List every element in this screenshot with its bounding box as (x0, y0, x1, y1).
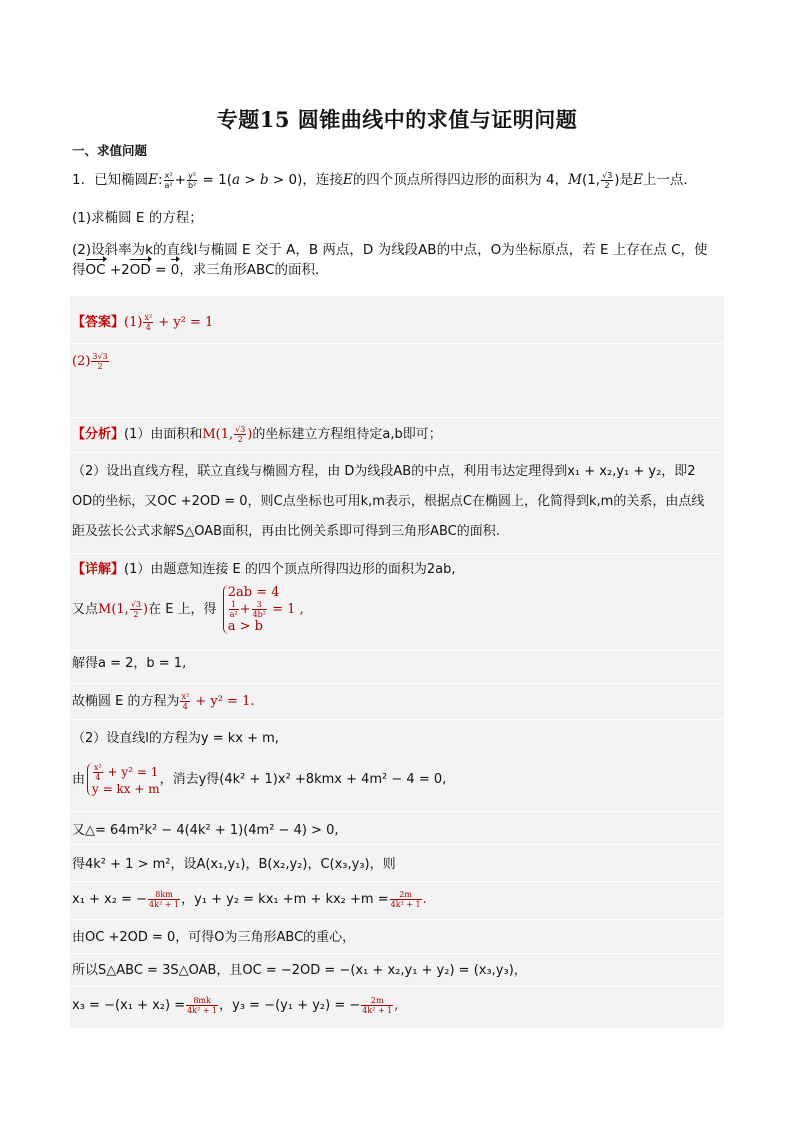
divider (70, 844, 724, 845)
detail-line-5: （2）设直线l的方程为y = kx + m, (72, 731, 279, 746)
page-title: 专题15 圆锥曲线中的求值与证明问题 (216, 107, 578, 132)
divider (70, 719, 724, 720)
divider (70, 811, 724, 812)
problem-part-1: (1)求椭圆 E 的方程； (72, 210, 203, 226)
problem-part-2: (2)设斜率为k的直线l与椭圆 E 交于 A，B 两点，D 为线段AB的中点，O为坐标原点，若 E 上存在点 C，使 得OC +2OD = 0，求三角形ABC的面积． (72, 242, 708, 278)
divider (70, 953, 724, 954)
divider (70, 650, 724, 651)
answer-line-1: 【答案】(1) $\frac{\text{x²}}{4}$ + y² = 1 (72, 313, 214, 332)
detail-line-7: 又△= 64m²k² − 4(4k² + 1)(4m² − 4) > 0, (72, 823, 339, 838)
detail-line-10: 由OC +2OD = 0，可得O为三角形ABC的重心， (72, 930, 356, 945)
problem-stem: 1．已知椭圆E: $\frac{\text{x²}}{\text{a²}}$ + $\frac{\text{y²}}{\text{b²}}$ = 1(a > b > 0)，连接E的四个顶点所得四边形的面积为 4，M(1, $\frac{√3}{2}$ )是E上一点． (72, 170, 697, 190)
detail-line-8: 得4k² + 1 > m²，设A(x₁,y₁)，B(x₂,y₂)，C(x₃,y₃)，则 (72, 857, 396, 872)
detail-line-12: x₃ = −(x₁ + x₂) = $\frac{8mk}{\text{4k² + 1}}$ ，y₃ = −(y₁ + y₂) = − $\frac{2m}{\text{4k² + 1}}$ , (72, 996, 399, 1015)
divider (70, 553, 724, 554)
divider (70, 343, 724, 344)
analysis-line-3: OD的坐标，又OC +2OD = 0，则C点坐标也可用k,m表示，根据点C在椭圆上，化简得到k,m的关系，由点线 (72, 494, 705, 509)
detail-line-4: 故椭圆 E 的方程为 $\frac{\text{x²}}{4}$ + y² = 1. (72, 692, 255, 711)
divider (70, 417, 724, 418)
analysis-line-1: 【分析】(1）由面积和M(1, $\frac{√3}{2}$ )的坐标建立方程组待定a,b即可； (72, 425, 442, 444)
divider (70, 881, 724, 882)
detail-line-2: 又点M(1, $\frac{√3}{2}$ )在 E 上，得 2ab = 4 $\frac{1}{\text{a²}}$ + $\frac{3}{\text{4b²}}$ = 1 , a > b (72, 585, 304, 634)
divider (70, 683, 724, 684)
divider (70, 452, 724, 453)
section-heading: 一、求值问题 (72, 143, 148, 158)
detail-line-6: 由 $\frac{\text{x²}}{4}$ + y² = 1 y = kx + m ，消去y得(4k² + 1)x² +8kmx + 4m² − 4 = 0, (72, 763, 447, 796)
detail-line-11: 所以S△ABC = 3S△OAB，且OC = −2OD = −(x₁ + x₂,y₁ + y₂) = (x₃,y₃)， (72, 963, 527, 978)
divider (70, 986, 724, 987)
answer-line-2: (2) $\frac{3√3}{2}$ (72, 352, 108, 371)
detail-line-1: 【详解】(1）由题意知连接 E 的四个顶点所得四边形的面积为2ab, (72, 562, 456, 577)
analysis-line-2: （2）设出直线方程，联立直线与椭圆方程，由 D为线段AB的中点，利用韦达定理得到x₁ + x₂,y₁ + y₂，即2 (72, 464, 696, 479)
detail-line-3: 解得a = 2，b = 1, (72, 656, 187, 671)
divider (70, 919, 724, 920)
analysis-line-4: 距及弦长公式求解S△OAB面积，再由比例关系即可得到三角形ABC的面积. (72, 524, 500, 539)
detail-line-9: x₁ + x₂ = − $\frac{8km}{\text{4k² + 1}}$ ，y₁ + y₂ = kx₁ +m + kx₂ +m = $\frac{2m}{\text{4k² + 1}}$ . (72, 890, 427, 909)
